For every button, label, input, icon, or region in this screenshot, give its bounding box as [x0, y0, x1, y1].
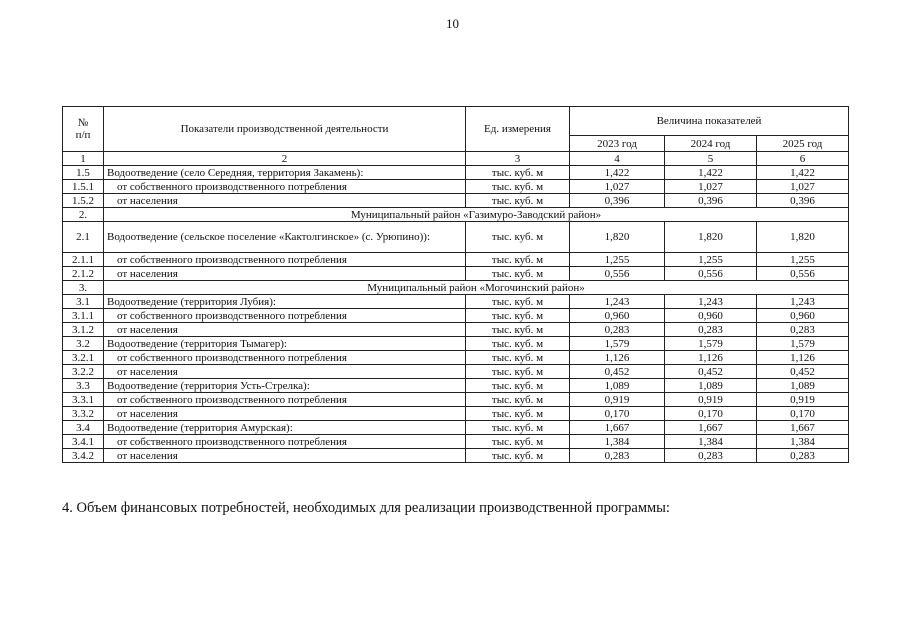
indicator-name: от собственного производственного потребления	[104, 393, 466, 407]
unit-cell: тыс. куб. м	[466, 407, 570, 421]
row-number: 1.5.2	[63, 194, 104, 208]
value-cell: 1,126	[757, 351, 849, 365]
unit-cell: тыс. куб. м	[466, 323, 570, 337]
value-cell: 0,283	[757, 323, 849, 337]
indicator-name: от собственного производственного потребления	[104, 435, 466, 449]
table-row	[63, 180, 849, 194]
value-cell: 0,283	[665, 449, 757, 463]
value-cell: 1,089	[570, 379, 665, 393]
value-cell: 0,283	[570, 449, 665, 463]
row-number: 3.1.1	[63, 309, 104, 323]
value-cell: 0,919	[665, 393, 757, 407]
unit-cell: тыс. куб. м	[466, 365, 570, 379]
value-cell: 1,255	[665, 253, 757, 267]
indicator-name: Водоотведение (село Середняя, территория Закамень):	[104, 166, 466, 180]
value-cell: 0,452	[757, 365, 849, 379]
unit-cell: тыс. куб. м	[466, 166, 570, 180]
table-row	[63, 295, 849, 309]
value-cell: 0,283	[665, 323, 757, 337]
indicator-name: Водоотведение (территория Усть-Стрелка):	[104, 379, 466, 393]
header-unit: Ед. измерения	[466, 107, 570, 152]
table-row	[63, 379, 849, 393]
value-cell: 1,384	[570, 435, 665, 449]
row-number: 3.4	[63, 421, 104, 435]
value-cell: 1,384	[665, 435, 757, 449]
table-header	[63, 107, 849, 166]
row-number: 2.1.2	[63, 267, 104, 281]
column-number: 1	[63, 152, 104, 166]
unit-cell: тыс. куб. м	[466, 222, 570, 253]
column-numbering-row	[63, 152, 849, 166]
table-body	[63, 166, 849, 463]
section-row	[63, 281, 849, 295]
value-cell: 1,820	[665, 222, 757, 253]
value-cell: 0,396	[570, 194, 665, 208]
value-cell: 1,422	[757, 166, 849, 180]
indicator-name: от населения	[104, 449, 466, 463]
indicator-name: от населения	[104, 323, 466, 337]
indicator-name: от собственного производственного потребления	[104, 309, 466, 323]
unit-cell: тыс. куб. м	[466, 267, 570, 281]
row-number: 3.2.1	[63, 351, 104, 365]
value-cell: 1,579	[757, 337, 849, 351]
unit-cell: тыс. куб. м	[466, 295, 570, 309]
row-number: 2.1	[63, 222, 104, 253]
section-heading: 4. Объем финансовых потребностей, необходимых для реализации производственной программы:	[62, 500, 670, 516]
header-row-number: № п/п	[63, 107, 104, 152]
row-number: 2.1.1	[63, 253, 104, 267]
value-cell: 0,170	[665, 407, 757, 421]
value-cell: 1,243	[570, 295, 665, 309]
column-number: 5	[665, 152, 757, 166]
section-title: Муниципальный район «Могочинский район»	[104, 281, 849, 295]
column-number: 6	[757, 152, 849, 166]
table-row	[63, 407, 849, 421]
table-row	[63, 435, 849, 449]
table-row	[63, 323, 849, 337]
table-row	[63, 365, 849, 379]
value-cell: 0,556	[665, 267, 757, 281]
value-cell: 0,452	[665, 365, 757, 379]
row-number: 3.	[63, 281, 104, 295]
table-row	[63, 309, 849, 323]
value-cell: 0,919	[757, 393, 849, 407]
row-number: 1.5.1	[63, 180, 104, 194]
value-cell: 1,667	[665, 421, 757, 435]
value-cell: 0,556	[570, 267, 665, 281]
header-indicator: Показатели производственной деятельности	[104, 107, 466, 152]
value-cell: 0,960	[757, 309, 849, 323]
row-number: 3.2	[63, 337, 104, 351]
value-cell: 0,283	[757, 449, 849, 463]
value-cell: 1,422	[665, 166, 757, 180]
value-cell: 0,170	[570, 407, 665, 421]
unit-cell: тыс. куб. м	[466, 351, 570, 365]
value-cell: 1,126	[570, 351, 665, 365]
unit-cell: тыс. куб. м	[466, 337, 570, 351]
row-number: 3.4.1	[63, 435, 104, 449]
indicator-name: от населения	[104, 407, 466, 421]
value-cell: 1,027	[665, 180, 757, 194]
value-cell: 0,960	[665, 309, 757, 323]
value-cell: 1,089	[665, 379, 757, 393]
column-number: 4	[570, 152, 665, 166]
value-cell: 0,170	[757, 407, 849, 421]
value-cell: 0,919	[570, 393, 665, 407]
value-cell: 1,422	[570, 166, 665, 180]
column-number: 2	[104, 152, 466, 166]
table-row	[63, 421, 849, 435]
value-cell: 0,396	[665, 194, 757, 208]
value-cell: 1,089	[757, 379, 849, 393]
table-row	[63, 337, 849, 351]
value-cell: 1,243	[757, 295, 849, 309]
value-cell: 1,579	[570, 337, 665, 351]
table-row	[63, 194, 849, 208]
unit-cell: тыс. куб. м	[466, 449, 570, 463]
indicators-table	[62, 106, 849, 463]
value-cell: 0,396	[757, 194, 849, 208]
header-year: 2025 год	[757, 136, 849, 152]
value-cell: 1,243	[665, 295, 757, 309]
header-year: 2024 год	[665, 136, 757, 152]
table-row	[63, 166, 849, 180]
value-cell: 0,556	[757, 267, 849, 281]
table-row	[63, 222, 849, 253]
indicator-name: от населения	[104, 194, 466, 208]
indicator-name: от собственного производственного потребления	[104, 180, 466, 194]
unit-cell: тыс. куб. м	[466, 194, 570, 208]
row-number: 3.2.2	[63, 365, 104, 379]
indicator-name: Водоотведение (территория Лубия):	[104, 295, 466, 309]
header-values-group: Величина показателей	[570, 107, 849, 136]
table-row	[63, 393, 849, 407]
indicator-name: от населения	[104, 267, 466, 281]
value-cell: 0,960	[570, 309, 665, 323]
value-cell: 1,126	[665, 351, 757, 365]
table-row	[63, 253, 849, 267]
unit-cell: тыс. куб. м	[466, 393, 570, 407]
value-cell: 1,667	[757, 421, 849, 435]
table-row	[63, 267, 849, 281]
page-number: 10	[446, 16, 459, 31]
indicator-name: от населения	[104, 365, 466, 379]
value-cell: 1,027	[570, 180, 665, 194]
value-cell: 0,452	[570, 365, 665, 379]
column-number: 3	[466, 152, 570, 166]
row-number: 3.3	[63, 379, 104, 393]
indicator-name: Водоотведение (сельское поселение «Кактолгинское» (с. Урюпино)):	[104, 222, 466, 253]
row-number: 3.4.2	[63, 449, 104, 463]
row-number: 3.1.2	[63, 323, 104, 337]
row-number: 3.3.2	[63, 407, 104, 421]
table-row	[63, 449, 849, 463]
unit-cell: тыс. куб. м	[466, 180, 570, 194]
section-title: Муниципальный район «Газимуро-Заводский район»	[104, 208, 849, 222]
indicator-name: от собственного производственного потребления	[104, 351, 466, 365]
value-cell: 0,283	[570, 323, 665, 337]
value-cell: 1,384	[757, 435, 849, 449]
unit-cell: тыс. куб. м	[466, 253, 570, 267]
unit-cell: тыс. куб. м	[466, 421, 570, 435]
table-row	[63, 351, 849, 365]
header-year: 2023 год	[570, 136, 665, 152]
value-cell: 1,027	[757, 180, 849, 194]
indicator-name: от собственного производственного потребления	[104, 253, 466, 267]
value-cell: 1,255	[570, 253, 665, 267]
value-cell: 1,820	[757, 222, 849, 253]
value-cell: 1,579	[665, 337, 757, 351]
row-number: 1.5	[63, 166, 104, 180]
row-number: 2.	[63, 208, 104, 222]
indicator-name: Водоотведение (территория Амурская):	[104, 421, 466, 435]
unit-cell: тыс. куб. м	[466, 309, 570, 323]
row-number: 3.1	[63, 295, 104, 309]
unit-cell: тыс. куб. м	[466, 379, 570, 393]
indicator-name: Водоотведение (территория Тымагер):	[104, 337, 466, 351]
unit-cell: тыс. куб. м	[466, 435, 570, 449]
value-cell: 1,820	[570, 222, 665, 253]
section-row	[63, 208, 849, 222]
value-cell: 1,255	[757, 253, 849, 267]
value-cell: 1,667	[570, 421, 665, 435]
row-number: 3.3.1	[63, 393, 104, 407]
